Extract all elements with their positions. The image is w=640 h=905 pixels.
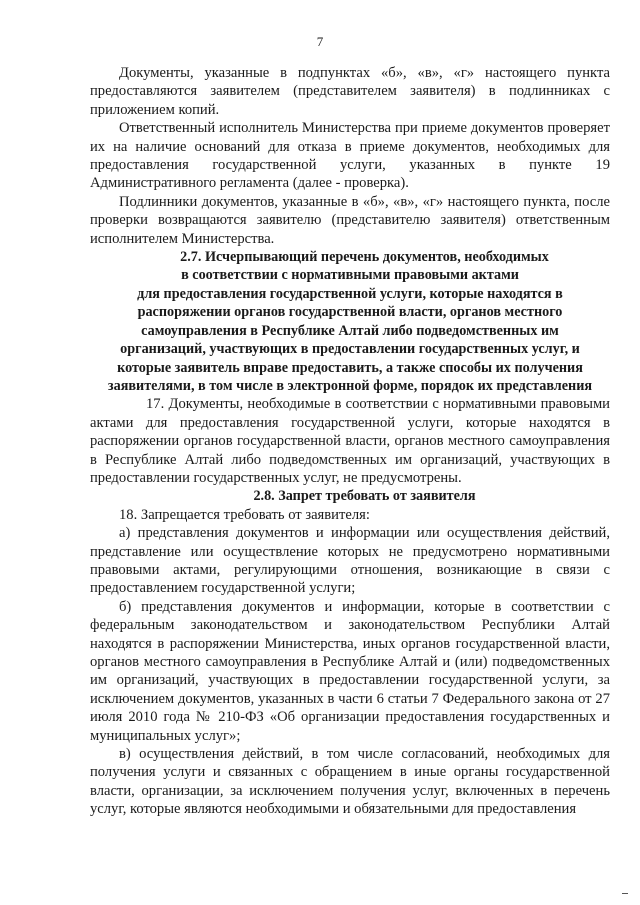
document-body	[90, 64, 610, 819]
paragraph: Подлинники документов, указанные в «б», «в», «г» настоящего пункта, после проверки возвращаются заявителю (представителю заявителя) ответственным исполнителем Министерства.	[90, 193, 610, 247]
paragraph: Документы, указанные в подпунктах «б», «в», «г» настоящего пункта предоставляются заявителем (представителем заявителя) в подлинниках с приложением копий.	[90, 65, 610, 118]
list-item-b: б) представления документов и информации, которые в соответствии с федеральным законодательством и законодательством Республики Алтай находятся в распоряжении Министерства, иных органов государственной власти, органов местного самоуправления в Республике Алтай и (или) подведомственных им организаций, участвующих в предоставлении государственной услуги, за исключением документов, указанных в части 6 статьи 7 Федерального закона от 27 июля 2010 года № 210-ФЗ «Об организации предоставления государственных и муниципальных услуг»;	[90, 598, 610, 744]
section-heading-2-7: 2.7. Исчерпывающий перечень документов, необходимых в соответствии с нормативными правовыми актами для предоставления государственной услуги, которые находятся в распоряжении органов государственной власти, органов местного самоуправления в Республике Алтай либо подведомственных им организаций, участвующих в предоставлении государственных услуг, и которые заявитель вправе предоставить, а также способы их получения заявителями, в том числе в электронной форме, порядок их представления	[107, 249, 593, 394]
list-item-v: в) осуществления действий, в том числе согласований, необходимых для получения услуги и связанных с обращением в иные органы государственной власти, организации, за исключением получения услуг, включенных в перечень услуг, которые являются необходимыми и обязательными для предоставления	[90, 746, 610, 818]
section-heading-2-8: 2.8. Запрет требовать от заявителя	[253, 488, 476, 505]
paragraph-17: 17. Документы, необходимые в соответствии с нормативными правовыми актами для предоставления государственной услуги, которые находятся в распоряжении органов государственной власти, органов местного самоуправления в Республике Алтай либо подведомственных им организаций, участвующих в предоставлении государственных услуг, не предусмотрены.	[90, 396, 610, 486]
scan-mark	[622, 893, 628, 894]
page-number: 7	[316, 34, 324, 49]
list-item-a: а) представления документов и информации или осуществления действий, представление или осуществление которых не предусмотрено нормативными правовыми актами, регулирующими отношения, возникающие в связи с предоставлением государственной услуги;	[90, 525, 610, 597]
paragraph-18-intro: 18. Запрещается требовать от заявителя:	[119, 506, 370, 523]
paragraph: Ответственный исполнитель Министерства при приеме документов проверяет их на наличие оснований для отказа в приеме документов, необходимых для предоставления государственной услуги, указанных в пункте 19 Административного регламента (далее - проверка).	[90, 120, 610, 192]
